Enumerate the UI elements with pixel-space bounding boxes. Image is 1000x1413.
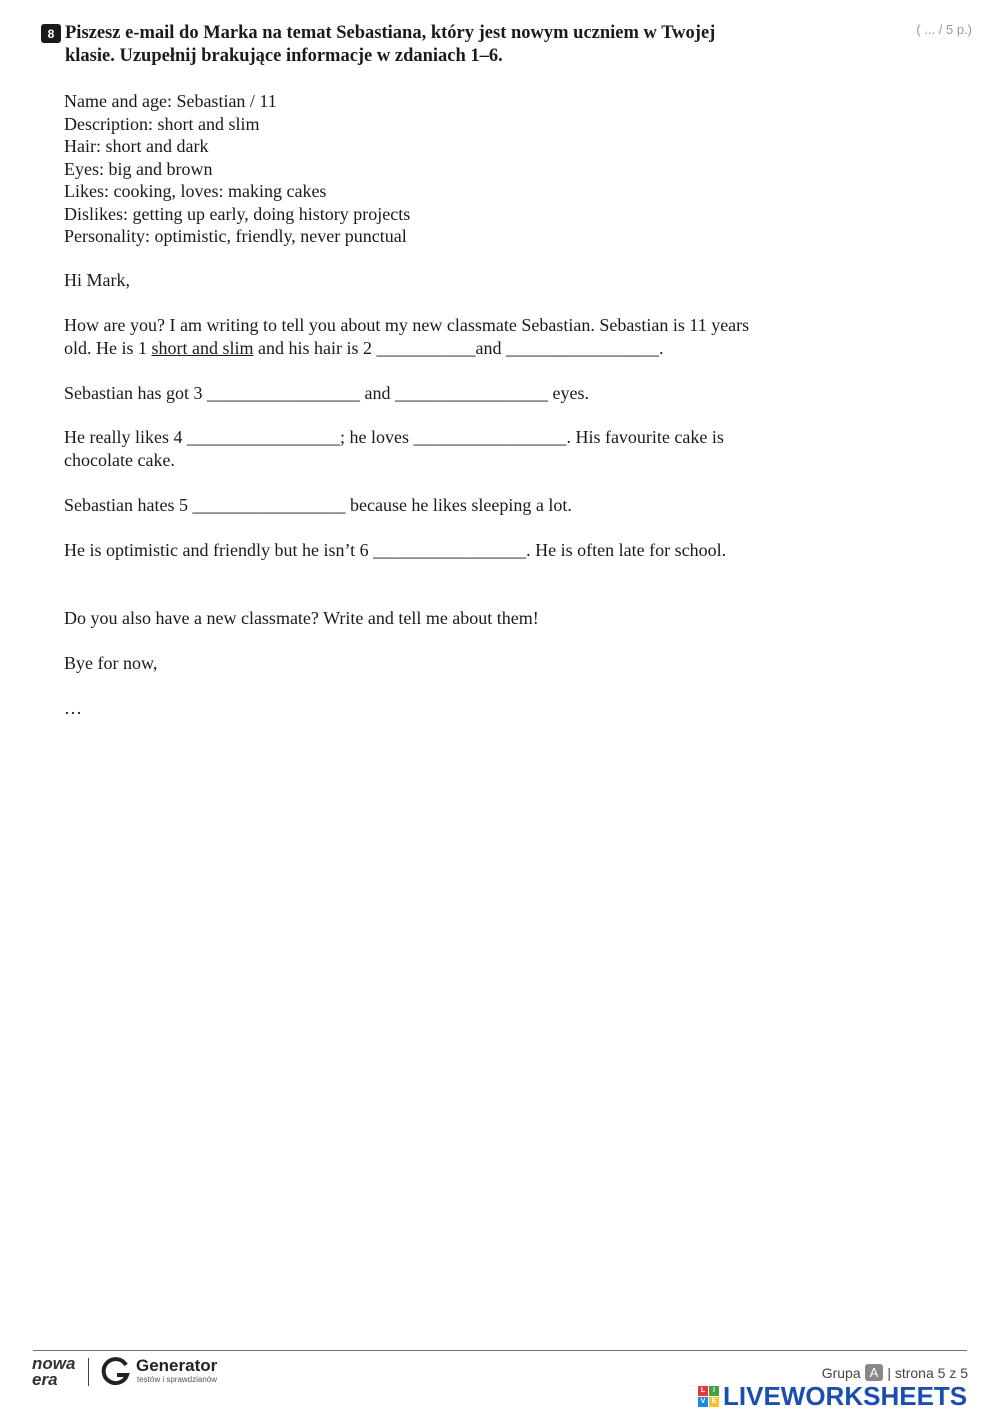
- email-paragraph-2[interactable]: Sebastian has got 3 _________________ and _________________ eyes.: [64, 383, 589, 403]
- email-paragraph-3[interactable]: He really likes 4 _________________; he loves _________________. His favourite cake is chocolate cake.: [64, 427, 724, 470]
- points-indicator: ( ... / 5 p.): [916, 22, 972, 37]
- logo-word: nowa: [32, 1354, 76, 1373]
- footer-divider: [33, 1350, 967, 1351]
- watermark-text: LIVEWORKSHEETS: [723, 1381, 968, 1411]
- group-label: Grupa: [821, 1364, 861, 1381]
- group-badge: A: [865, 1364, 884, 1381]
- icon-block: I: [709, 1386, 719, 1396]
- logo-word: era: [32, 1370, 58, 1389]
- generator-subtitle: testów i sprawdzianów: [137, 1375, 218, 1384]
- liveworksheets-icon: [698, 1386, 719, 1407]
- email-paragraph-5[interactable]: He is optimistic and friendly but he isn’t 6 _________________. He is often late for school.: [64, 540, 727, 560]
- email-paragraph-6: Do you also have a new classmate? Write and tell me about them!: [64, 608, 539, 628]
- info-line: Description: short and slim: [64, 113, 260, 134]
- info-line: Personality: optimistic, friendly, never punctual: [64, 226, 407, 246]
- generator-icon: [100, 1356, 132, 1388]
- p1-text-b[interactable]: and his hair is 2 ___________and _________________.: [253, 338, 664, 358]
- email-paragraph-1: [64, 314, 754, 360]
- info-list: [64, 90, 410, 248]
- example-answer: short and slim: [151, 338, 254, 358]
- page-number: | strona 5 z 5: [887, 1364, 968, 1381]
- email-paragraph-4[interactable]: Sebastian hates 5 _________________ because he likes sleeping a lot.: [64, 495, 572, 515]
- info-line: Likes: cooking, loves: making cakes: [64, 181, 327, 201]
- page-info: [822, 1364, 968, 1381]
- info-line: Name and age: Sebastian / 11: [64, 91, 277, 111]
- generator-title: Generator: [136, 1356, 218, 1375]
- liveworksheets-watermark: [698, 1381, 967, 1412]
- info-line: Eyes: big and brown: [64, 158, 213, 179]
- info-line: Hair: short and dark: [64, 136, 209, 156]
- info-line: Dislikes: getting up early, doing history projects: [64, 203, 411, 224]
- icon-block: L: [698, 1386, 708, 1396]
- nowa-era-logo: [32, 1356, 75, 1388]
- logo-separator: [88, 1358, 89, 1386]
- task-instruction: Piszesz e-mail do Marka na temat Sebastiana, który jest nowym uczniem w Twojej klasie. Uzupełnij brakujące informacje w zdaniach 1–6.: [65, 23, 716, 66]
- email-signature: …: [64, 698, 82, 718]
- task-number-badge: 8: [41, 24, 61, 43]
- email-greeting: Hi Mark,: [64, 270, 130, 290]
- email-closing: Bye for now,: [64, 653, 158, 673]
- p1-text-a: How are you? I am writing to tell you about my new classmate Sebastian. Sebastian is 11 years old. He is 1: [64, 315, 750, 358]
- icon-block: V: [698, 1397, 708, 1407]
- icon-block: E: [709, 1397, 719, 1407]
